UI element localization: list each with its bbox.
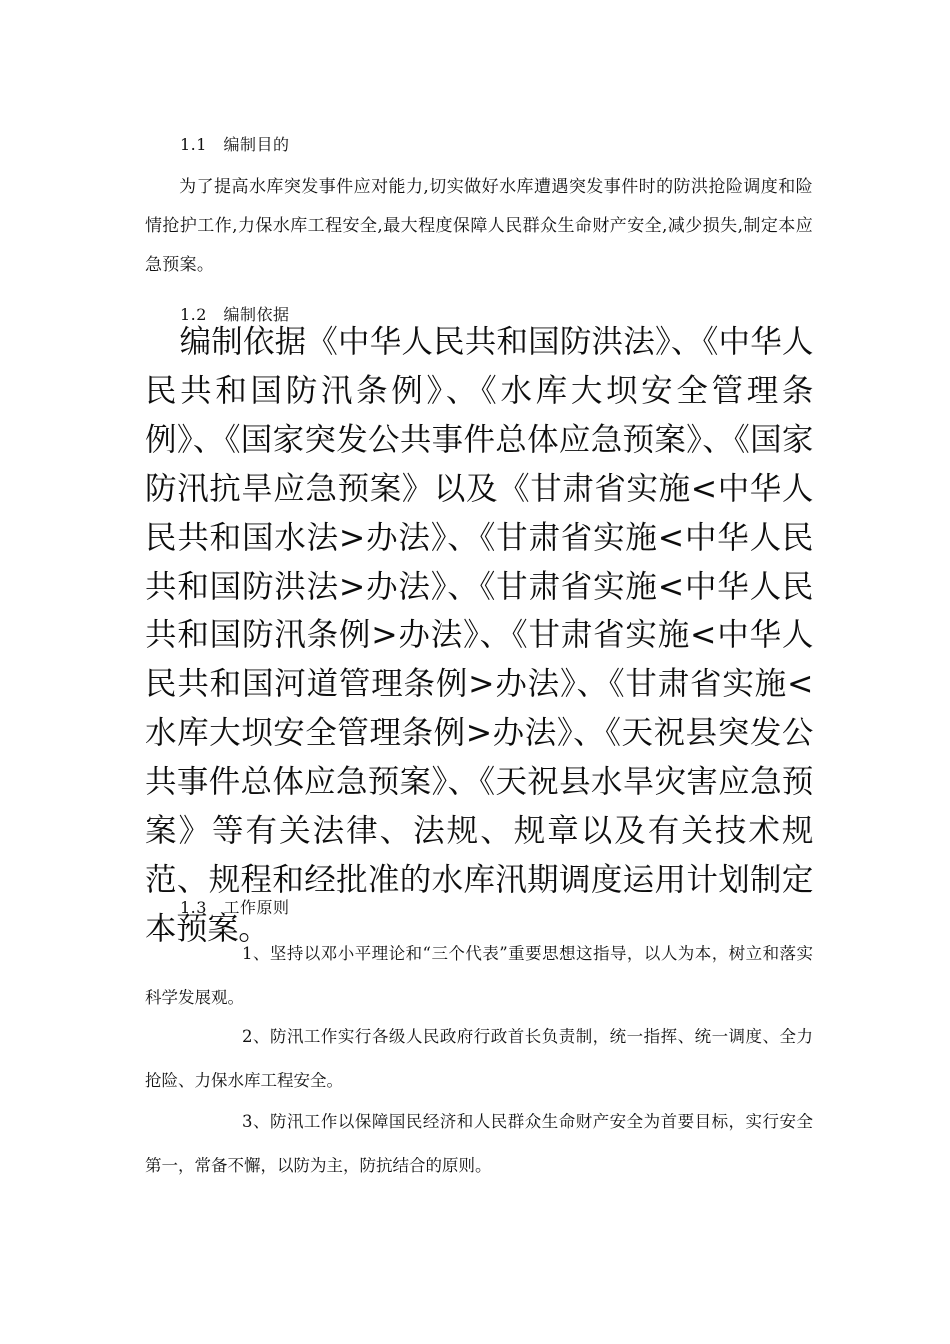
section-body-1-1-text: 为了提高水库突发事件应对能力,切实做好水库遭遇突发事件时的防洪抢险调度和险情抢护工作,力保水库工程安全,最大程度保障人民群众生命财产安全,减少损失,制定本应急预案。: [145, 177, 813, 275]
principle-item-1: [145, 932, 813, 1020]
section-heading-1-2: 1.2 编制依据: [180, 305, 290, 324]
section-body-1-2-text: 编制依据《中华人民共和国防洪法》、《中华人民共和国防汛条例》、《水库大坝安全管理条例》、《国家突发公共事件总体应急预案》、《国家防汛抗旱应急预案》以及《甘肃省实施<中华人民共和国水法>办法》、《甘肃省实施<中华人民共和国防洪法>办法》、《甘肃省实施<中华人民共和国防汛条例>办法》、《甘肃省实施<中华人民共和国河道管理条例>办法》、《甘肃省实施<水库大坝安全管理条例>办法》、《天祝县突发公共事件总体应急预案》、《天祝县水旱灾害应急预案》等有关法律、法规、规章以及有关技术规范、规程和经批准的水库汛期调度运用计划制定本预案。: [145, 324, 813, 947]
section-body-1-2: [145, 318, 813, 954]
section-body-1-1: [145, 168, 813, 285]
section-heading-1-1: 1.1 编制目的: [180, 135, 290, 154]
principle-item-1-text: 1、坚持以邓小平理论和“三个代表”重要思想这指导，以人为本，树立和落实科学发展观。: [145, 944, 813, 1007]
principle-item-2: [145, 1015, 813, 1103]
section-heading-1-3: 1.3 工作原则: [180, 898, 290, 917]
principle-item-2-text: 2、防汛工作实行各级人民政府行政首长负责制，统一指挥、统一调度、全力抢险、力保水库工程安全。: [145, 1027, 813, 1090]
principle-item-3-text: 3、防汛工作以保障国民经济和人民群众生命财产安全为首要目标，实行安全第一，常备不懈，以防为主，防抗结合的原则。: [145, 1112, 813, 1175]
principle-item-3: [145, 1100, 813, 1188]
